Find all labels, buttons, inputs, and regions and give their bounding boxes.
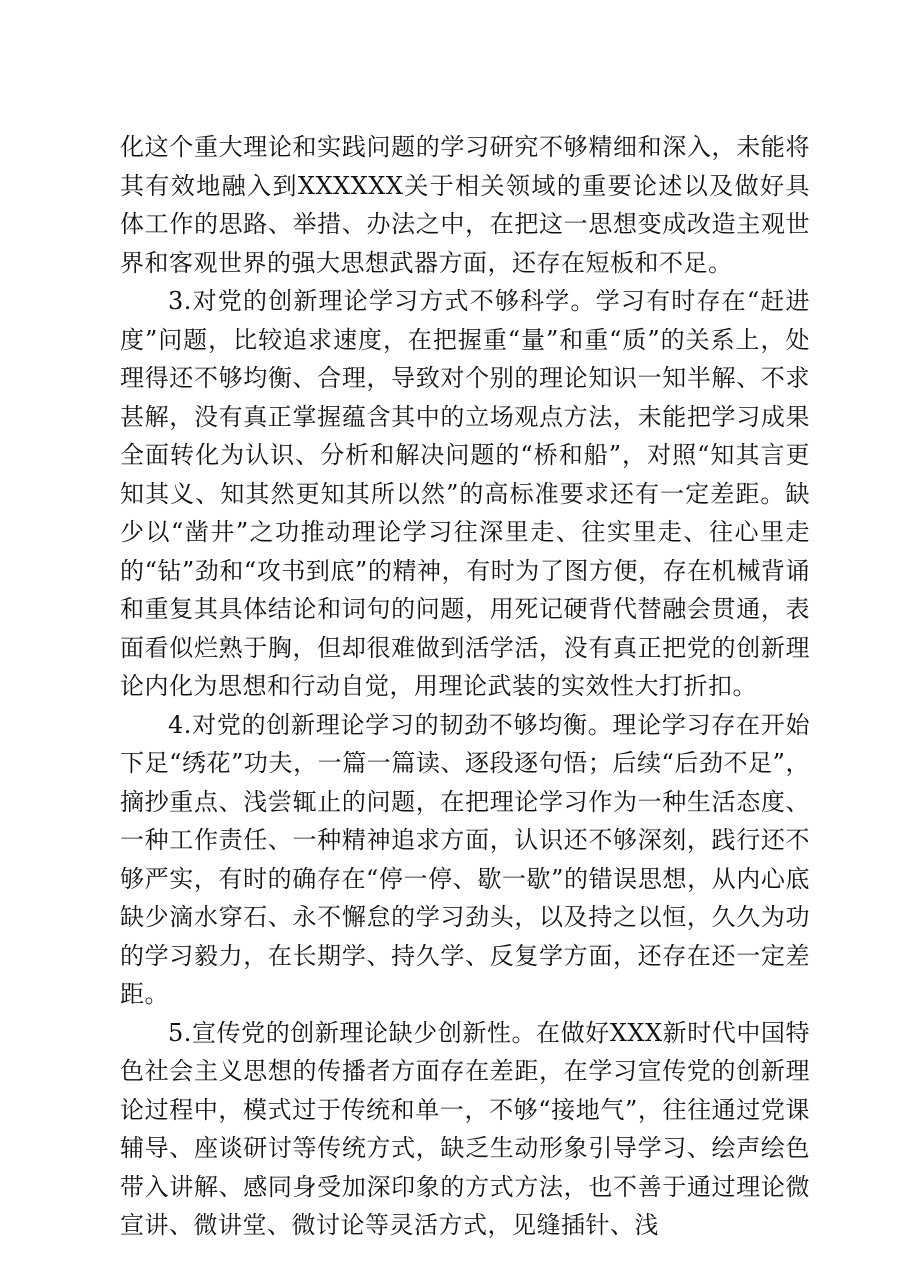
- paragraph-item-3: 3.对党的创新理论学习方式不够科学。学习有时存在“赶进度”问题，比较追求速度，在把握重“量”和重“质”的关系上，处理得还不够均衡、合理，导致对个别的理论知识一知半解、不求甚解，没有真正掌握蕴含其中的立场观点方法，未能把学习成果全面转化为认识、分析和解决问题的“桥和船”，对照“知其言更知其义、知其然更知其所以然”的高标准要求还有一定差距。缺少以“凿井”之功推动理论学习往深里走、往实里走、往心里走的“钻”劲和“攻书到底”的精神，有时为了图方便，存在机械背诵和重复其具体结论和词句的问题，用死记硬背代替融会贯通，表面看似烂熟于胸，但却很难做到活学活，没有真正把党的创新理论内化为思想和行动自觉，用理论武装的实效性大打折扣。: [120, 287, 810, 700]
- paragraph-item-4: 4.对党的创新理论学习的韧劲不够均衡。理论学习存在开始下足“绣花”功夫，一篇一篇读、逐段逐句悟；后续“后劲不足”，摘抄重点、浅尝辄止的问题，在把理论学习作为一种生活态度、一种工作责任、一种精神追求方面，认识还不够深刻，践行还不够严实，有时的确存在“停一停、歇一歇”的错误思想，从内心底缺少滴水穿石、永不懈怠的学习劲头，以及持之以恒，久久为功的学习毅力，在长期学、持久学、反复学方面，还存在还一定差距。: [120, 710, 810, 1008]
- paragraph-continuation: 化这个重大理论和实践问题的学习研究不够精细和深入，未能将其有效地融入到XXXXXX关于相关领域的重要论述以及做好具体工作的思路、举措、办法之中，在把这一思想变成改造主观世界和客观世界的强大思想武器方面，还存在短板和不足。: [120, 133, 810, 277]
- paragraph-item-5: 5.宣传党的创新理论缺少创新性。在做好XXX新时代中国特色社会主义思想的传播者方面存在差距，在学习宣传党的创新理论过程中，模式过于传统和单一，不够“接地气”，往往通过党课辅导、座谈研讨等传统方式，缺乏生动形象引导学习、绘声绘色带入讲解、感同身受加深印象的方式方法，也不善于通过理论微宣讲、微讲堂、微讨论等灵活方式，见缝插针、浅: [120, 1018, 810, 1239]
- document-body: [120, 128, 810, 1245]
